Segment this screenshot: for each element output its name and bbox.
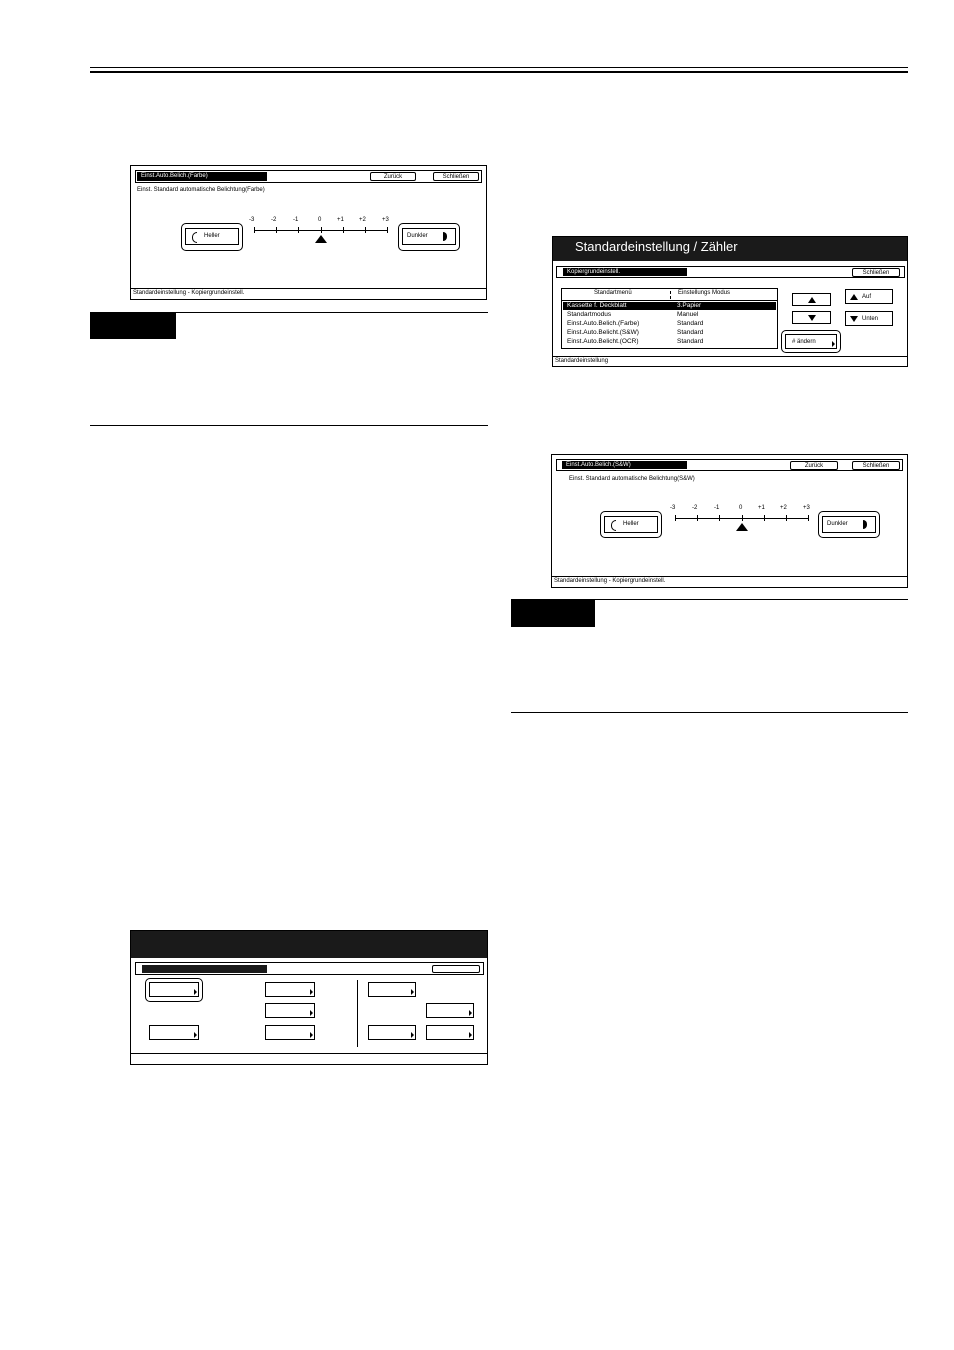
list-item-mode: 3.Papier bbox=[677, 302, 702, 309]
scale-tick bbox=[254, 227, 255, 233]
exposure-bw-subtitle: Einst. Standard automatische Belichtung(S&W) bbox=[569, 476, 695, 482]
note-rule-bottom bbox=[90, 425, 488, 426]
back-button[interactable]: Zurück bbox=[370, 172, 416, 181]
page-up-label: Auf bbox=[862, 294, 872, 300]
exposure-scale bbox=[672, 504, 812, 534]
col-header-menu: Standartmenü bbox=[594, 290, 632, 296]
scale-tick bbox=[742, 515, 743, 521]
scroll-down-button[interactable] bbox=[792, 311, 831, 324]
close-button[interactable]: Schließen bbox=[433, 172, 479, 181]
settings-list bbox=[561, 288, 778, 349]
menu-panel-titlebar bbox=[135, 962, 484, 975]
arrow-right-icon bbox=[411, 989, 414, 995]
triangle-down-icon bbox=[850, 316, 858, 322]
lighter-label: Heller bbox=[623, 521, 639, 527]
list-item-menu[interactable]: Einst.Auto.Belicht.(OCR) bbox=[567, 338, 639, 345]
menu-button[interactable] bbox=[265, 982, 315, 997]
arrow-right-icon bbox=[310, 1010, 313, 1016]
scale-tick bbox=[697, 515, 698, 521]
scale-tick bbox=[276, 227, 277, 233]
scale-label: -3 bbox=[670, 505, 676, 511]
arrow-right-icon bbox=[832, 341, 835, 347]
default-settings-header: Standardeinstellung / Zähler bbox=[553, 237, 907, 261]
menu-panel bbox=[130, 930, 488, 1065]
menu-button[interactable] bbox=[368, 982, 416, 997]
arrow-right-icon bbox=[411, 1032, 414, 1038]
arrow-right-icon bbox=[194, 1032, 197, 1038]
darker-half-moon-icon bbox=[863, 520, 867, 529]
header-rule-bottom bbox=[90, 71, 908, 73]
darker-label: Dunkler bbox=[407, 233, 428, 239]
scale-tick bbox=[808, 515, 809, 521]
triangle-up-icon bbox=[808, 297, 816, 303]
status-bar: Standardeinstellung - Kopiergrundeinstell. bbox=[131, 288, 486, 299]
menu-button[interactable] bbox=[265, 1003, 315, 1018]
scale-label: -1 bbox=[714, 505, 720, 511]
menu-panel-header bbox=[131, 931, 487, 958]
darker-label: Dunkler bbox=[827, 521, 848, 527]
scale-label: -3 bbox=[249, 217, 255, 223]
scale-label: +2 bbox=[359, 217, 366, 223]
scale-tick bbox=[786, 515, 787, 521]
arrow-right-icon bbox=[469, 1032, 472, 1038]
scale-tick bbox=[343, 227, 344, 233]
scale-tick bbox=[764, 515, 765, 521]
triangle-down-icon bbox=[808, 315, 816, 321]
arrow-right-icon bbox=[194, 989, 197, 995]
page-up-button[interactable] bbox=[845, 289, 893, 304]
lighter-button[interactable] bbox=[604, 516, 658, 533]
page-down-label: Unten bbox=[862, 316, 879, 322]
header-rule-top bbox=[90, 67, 908, 68]
menu-button[interactable] bbox=[426, 1003, 474, 1018]
exposure-bw-titlebar bbox=[556, 459, 903, 471]
triangle-up-icon bbox=[850, 294, 858, 300]
menu-button[interactable] bbox=[368, 1025, 416, 1040]
list-item-mode: Standard bbox=[677, 320, 704, 327]
exposure-bw-title: Einst.Auto.Belich.(S&W) bbox=[562, 461, 687, 469]
scale-tick bbox=[321, 227, 322, 233]
close-button[interactable]: Schließen bbox=[852, 268, 900, 277]
exposure-color-panel bbox=[130, 165, 487, 300]
scale-label: 0 bbox=[739, 505, 743, 511]
list-item-menu[interactable]: Einst.Auto.Belicht.(S&W) bbox=[567, 329, 639, 336]
exposure-pointer-icon bbox=[315, 235, 327, 243]
list-item-menu[interactable]: Einst.Auto.Belich.(Farbe) bbox=[567, 320, 640, 327]
scale-tick bbox=[387, 227, 388, 233]
menu-button[interactable] bbox=[265, 1025, 315, 1040]
arrow-right-icon bbox=[310, 1032, 313, 1038]
page-down-button[interactable] bbox=[845, 311, 893, 326]
list-item-menu: Kassette f. Deckblatt bbox=[567, 302, 627, 309]
list-item-mode: Manuel bbox=[677, 311, 699, 318]
menu-divider bbox=[357, 980, 358, 1047]
exposure-pointer-icon bbox=[736, 523, 748, 531]
darker-half-moon-icon bbox=[443, 232, 447, 241]
scale-tick bbox=[675, 515, 676, 521]
scale-tick bbox=[298, 227, 299, 233]
scale-label: -1 bbox=[293, 217, 299, 223]
change-button[interactable] bbox=[785, 334, 837, 349]
scroll-up-button[interactable] bbox=[792, 293, 831, 306]
exposure-bw-panel bbox=[551, 454, 908, 588]
note-rule-bottom bbox=[511, 712, 908, 713]
status-bar bbox=[131, 1053, 487, 1064]
default-settings-titlebar bbox=[556, 266, 905, 278]
status-bar: Standardeinstellung bbox=[553, 356, 907, 366]
close-button[interactable] bbox=[432, 965, 480, 973]
arrow-right-icon bbox=[469, 1010, 472, 1016]
menu-panel-title bbox=[142, 965, 267, 973]
default-settings-panel bbox=[552, 236, 908, 367]
back-button[interactable]: Zurück bbox=[790, 461, 838, 470]
lighter-half-moon-icon bbox=[611, 520, 616, 531]
scale-label: -2 bbox=[271, 217, 277, 223]
list-item-mode: Standard bbox=[677, 329, 704, 336]
scale-label: +3 bbox=[803, 505, 810, 511]
note-rule-top bbox=[176, 312, 488, 313]
scale-label: +2 bbox=[780, 505, 787, 511]
exposure-scale bbox=[251, 216, 391, 246]
scale-label: +3 bbox=[382, 217, 389, 223]
note-label-box bbox=[90, 312, 176, 339]
scale-label: 0 bbox=[318, 217, 322, 223]
menu-button[interactable] bbox=[149, 982, 199, 997]
darker-button[interactable] bbox=[402, 228, 456, 245]
scale-tick bbox=[365, 227, 366, 233]
scale-tick bbox=[719, 515, 720, 521]
menu-button[interactable] bbox=[426, 1025, 474, 1040]
arrow-right-icon bbox=[310, 989, 313, 995]
exposure-color-title: Einst.Auto.Belich.(Farbe) bbox=[137, 172, 267, 181]
list-item-mode: Standard bbox=[677, 338, 704, 345]
menu-button[interactable] bbox=[149, 1025, 199, 1040]
change-label: # ändern bbox=[792, 339, 816, 345]
col-header-divider bbox=[670, 291, 671, 299]
close-button[interactable]: Schließen bbox=[852, 461, 900, 470]
note-rule-top bbox=[595, 599, 908, 600]
scale-label: +1 bbox=[337, 217, 344, 223]
scale-label: +1 bbox=[758, 505, 765, 511]
lighter-label: Heller bbox=[204, 233, 220, 239]
exposure-color-titlebar bbox=[135, 170, 482, 183]
scale-label: -2 bbox=[692, 505, 698, 511]
note-label-box bbox=[511, 599, 595, 627]
list-item-menu[interactable]: Standartmodus bbox=[567, 311, 612, 318]
col-header-mode: Einstellungs Modus bbox=[678, 290, 731, 296]
status-bar: Standardeinstellung - Kopiergrundeinstell. bbox=[552, 576, 907, 587]
default-settings-title: Kopiergrundeinstell. bbox=[563, 268, 687, 276]
lighter-half-moon-icon bbox=[192, 232, 197, 243]
exposure-color-subtitle: Einst. Standard automatische Belichtung(Farbe) bbox=[137, 187, 265, 193]
darker-button[interactable] bbox=[822, 516, 876, 533]
lighter-button[interactable] bbox=[185, 228, 239, 245]
